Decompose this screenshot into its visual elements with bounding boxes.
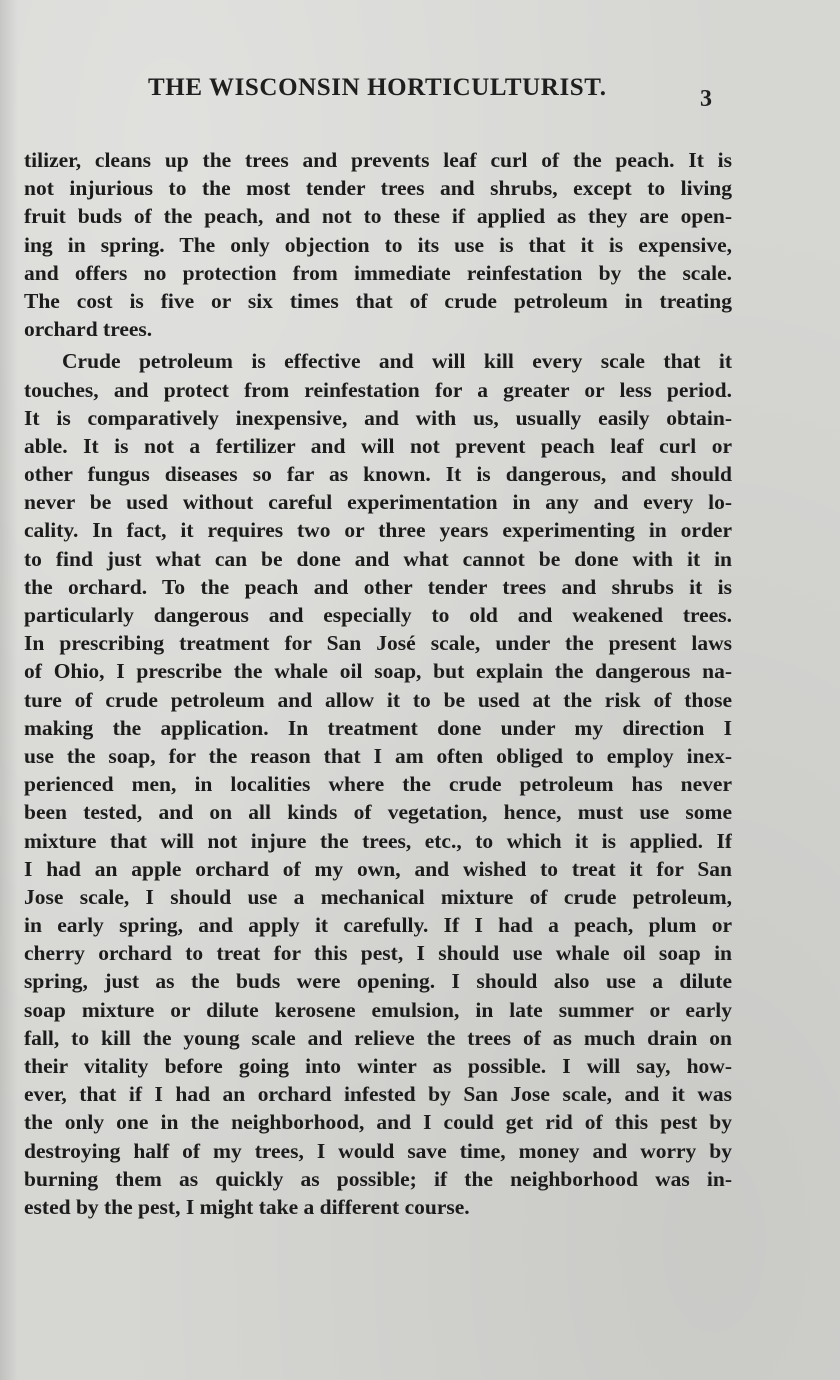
- text-line: been tested, and on all kinds of vegetation, hence, must use some: [24, 800, 732, 825]
- text-line: spring, just as the buds were opening. I should also use a dilute: [24, 969, 732, 994]
- text-line: Jose scale, I should use a mechanical mixture of crude petroleum,: [24, 884, 732, 909]
- text-line: orchard trees.: [24, 317, 153, 342]
- text-line: burning them as quickly as possible; if the neighborhood was in-: [24, 1166, 732, 1191]
- text-line: destroying half of my trees, I would save time, money and worry by: [24, 1138, 732, 1163]
- text-line: their vitality before going into winter as possible. I will say, how-: [24, 1054, 732, 1078]
- text-line: It is comparatively inexpensive, and with us, usually easily obtain-: [24, 405, 732, 430]
- text-line: other fungus diseases so far as known. It is dangerous, and should: [24, 462, 732, 487]
- text-line: The cost is five or six times that of crude petroleum in treating: [24, 288, 732, 313]
- running-header: [0, 74, 840, 112]
- text-line: cality. In fact, it requires two or three years experimenting in order: [24, 518, 732, 543]
- paragraph-2: [24, 347, 732, 1221]
- text-line: ing in spring. The only objection to its use is that it is expensive,: [24, 232, 732, 257]
- text-line: particularly dangerous and especially to old and weakened trees.: [24, 603, 732, 627]
- text-line: soap mixture or dilute kerosene emulsion, in late summer or early: [24, 997, 732, 1022]
- text-line: touches, and protect from reinfestation for a greater or less period.: [24, 377, 732, 402]
- text-line: use the soap, for the reason that I am often obliged to employ inex-: [24, 743, 732, 768]
- text-line: Crude petroleum is effective and will kill every scale that it: [62, 349, 732, 374]
- text-line: tilizer, cleans up the trees and prevents leaf curl of the peach. It is: [24, 148, 732, 172]
- text-line: perienced men, in localities where the crude petroleum has never: [24, 772, 732, 797]
- paragraph-1: [24, 146, 732, 343]
- text-line: never be used without careful experimentation in any and every lo-: [24, 490, 732, 515]
- text-line: ested by the pest, I might take a different course.: [24, 1194, 470, 1219]
- text-line: ture of crude petroleum and allow it to be used at the risk of those: [24, 687, 732, 712]
- journal-title: THE WISCONSIN HORTICULTURIST.: [148, 74, 607, 101]
- text-line: fall, to kill the young scale and relieve the trees of as much drain on: [24, 1025, 732, 1050]
- text-line: mixture that will not injure the trees, etc., to which it is applied. If: [24, 828, 732, 853]
- text-line: of Ohio, I prescribe the whale oil soap, but explain the dangerous na-: [24, 659, 732, 684]
- text-line: I had an apple orchard of my own, and wished to treat it for San: [24, 856, 732, 881]
- text-line: not injurious to the most tender trees and shrubs, except to living: [24, 176, 732, 201]
- text-line: making the application. In treatment done under my direction I: [24, 715, 732, 740]
- text-line: cherry orchard to treat for this pest, I should use whale oil soap in: [24, 941, 732, 966]
- body-text: [24, 146, 732, 1221]
- text-line: and offers no protection from immediate reinfestation by the scale.: [24, 260, 732, 285]
- text-line: in early spring, and apply it carefully. If I had a peach, plum or: [24, 913, 732, 938]
- text-line: In prescribing treatment for San José scale, under the present laws: [24, 631, 732, 656]
- page-edge-shadow: [0, 0, 18, 1380]
- text-line: to find just what can be done and what cannot be done with it in: [24, 546, 732, 571]
- text-line: able. It is not a fertilizer and will not prevent peach leaf curl or: [24, 433, 732, 458]
- text-line: fruit buds of the peach, and not to these if applied as they are open-: [24, 204, 732, 229]
- page-number: 3: [700, 86, 712, 112]
- text-line: the orchard. To the peach and other tender trees and shrubs it is: [24, 574, 732, 599]
- text-line: ever, that if I had an orchard infested by San Jose scale, and it was: [24, 1082, 732, 1107]
- text-line: the only one in the neighborhood, and I could get rid of this pest by: [24, 1110, 732, 1135]
